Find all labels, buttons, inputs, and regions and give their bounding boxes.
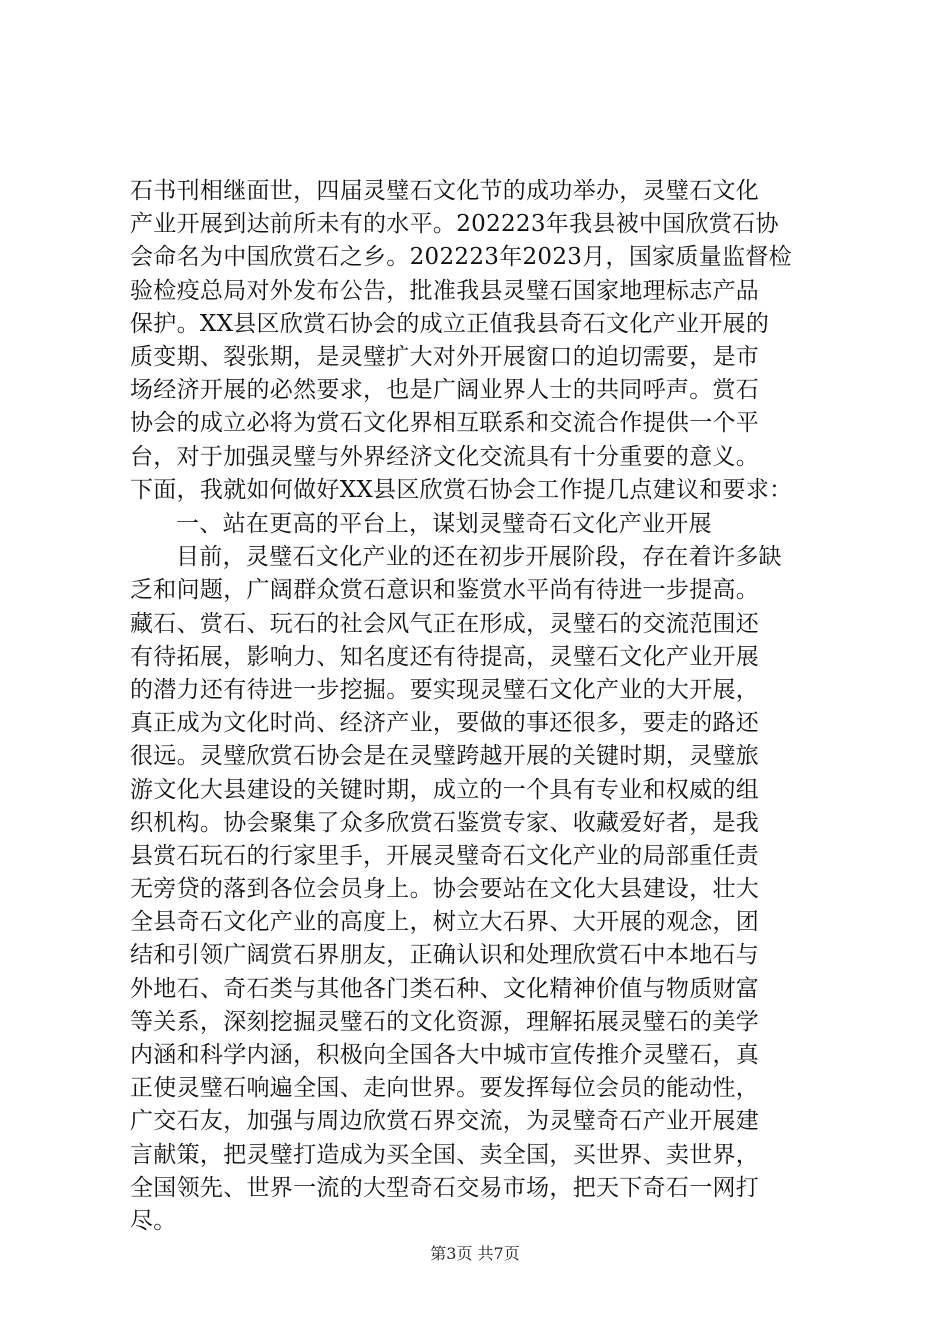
page-indicator: 第3页 共7页 — [430, 1244, 520, 1263]
text-line: 会命名为中国欣赏石之乡。202223年2023月，国家质量监督检 — [130, 244, 792, 271]
text-line: 石书刊相继面世，四届灵璧石文化节的成功举办，灵璧石文化 — [130, 178, 760, 204]
text-line: 全国领先、世界一流的大型奇石交易市场，把天下奇石一网打 — [130, 1174, 760, 1201]
text-line: 的潜力还有待进一步挖掘。要实现灵璧石文化产业的大开展， — [130, 676, 760, 703]
text-line: 保护。XX县区欣赏石协会的成立正值我县奇石文化产业开展的 — [130, 310, 770, 337]
page-footer — [0, 1243, 950, 1265]
text-line: 尽。 — [130, 1207, 177, 1234]
text-line: 下面，我就如何做好XX县区欣赏石协会工作提几点建议和要求： — [130, 476, 793, 503]
section-one — [130, 508, 830, 1238]
text-line: 场经济开展的必然要求，也是广阔业界人士的共同呼声。赏石 — [130, 377, 760, 404]
text-line: 外地石、奇石类与其他各门类石种、文化精神价值与物质财富 — [130, 975, 760, 1002]
text-line: 言献策，把灵璧打造成为买全国、卖全国，买世界、卖世界， — [130, 1141, 760, 1168]
text-line: 很远。灵璧欣赏石协会是在灵璧跨越开展的关键时期，灵璧旅 — [130, 743, 760, 770]
text-line: 真正成为文化时尚、经济产业，要做的事还很多，要走的路还 — [130, 710, 760, 737]
text-line: 产业开展到达前所未有的水平。202223年我县被中国欣赏石协 — [130, 211, 779, 238]
section-heading: 一、站在更高的平台上，谋划灵璧奇石文化产业开展 — [176, 511, 712, 537]
text-line: 全县奇石文化产业的高度上，树立大石界、大开展的观念，团 — [130, 909, 760, 936]
text-line: 验检疫总局对外发布公告，批准我县灵璧石国家地理标志产品 — [130, 277, 760, 304]
text-line: 结和引领广阔赏石界朋友，正确认识和处理欣赏石中本地石与 — [130, 942, 760, 969]
paragraph-intro — [130, 175, 830, 507]
text-line: 藏石、赏石、玩石的社会风气正在形成，灵璧石的交流范围还 — [130, 610, 760, 637]
text-line: 内涵和科学内涵，积极向全国各大中城市宣传推介灵璧石，真 — [130, 1042, 760, 1068]
text-line: 织机构。协会聚集了众多欣赏石鉴赏专家、收藏爱好者，是我 — [130, 809, 760, 836]
text-line: 目前，灵璧石文化产业的还在初步开展阶段，存在着许多缺 — [176, 544, 782, 571]
text-line: 有待拓展，影响力、知名度还有待提高，灵璧石文化产业开展 — [130, 643, 760, 670]
text-line: 正使灵璧石响遍全国、走向世界。要发挥每位会员的能动性， — [130, 1075, 760, 1102]
text-line: 广交石友，加强与周边欣赏石界交流，为灵璧奇石产业开展建 — [130, 1108, 760, 1135]
text-line: 等关系，深刻挖掘灵璧石的文化资源，理解拓展灵璧石的美学 — [130, 1008, 760, 1035]
text-line: 台，对于加强灵璧与外界经济文化交流具有十分重要的意义。 — [130, 443, 760, 470]
text-line: 县赏石玩石的行家里手，开展灵璧奇石文化产业的局部重任责 — [130, 842, 760, 869]
text-line: 质变期、裂张期，是灵璧扩大对外开展窗口的迫切需要，是市 — [130, 343, 760, 370]
text-line: 游文化大县建设的关键时期，成立的一个具有专业和权威的组 — [130, 776, 760, 803]
text-line: 乏和问题，广阔群众赏石意识和鉴赏水平尚有待进一步提高。 — [130, 577, 760, 604]
text-line: 协会的成立必将为赏石文化界相互联系和交流合作提供一个平 — [130, 410, 760, 437]
text-line: 无旁贷的落到各位会员身上。协会要站在文化大县建设，壮大 — [130, 876, 760, 903]
